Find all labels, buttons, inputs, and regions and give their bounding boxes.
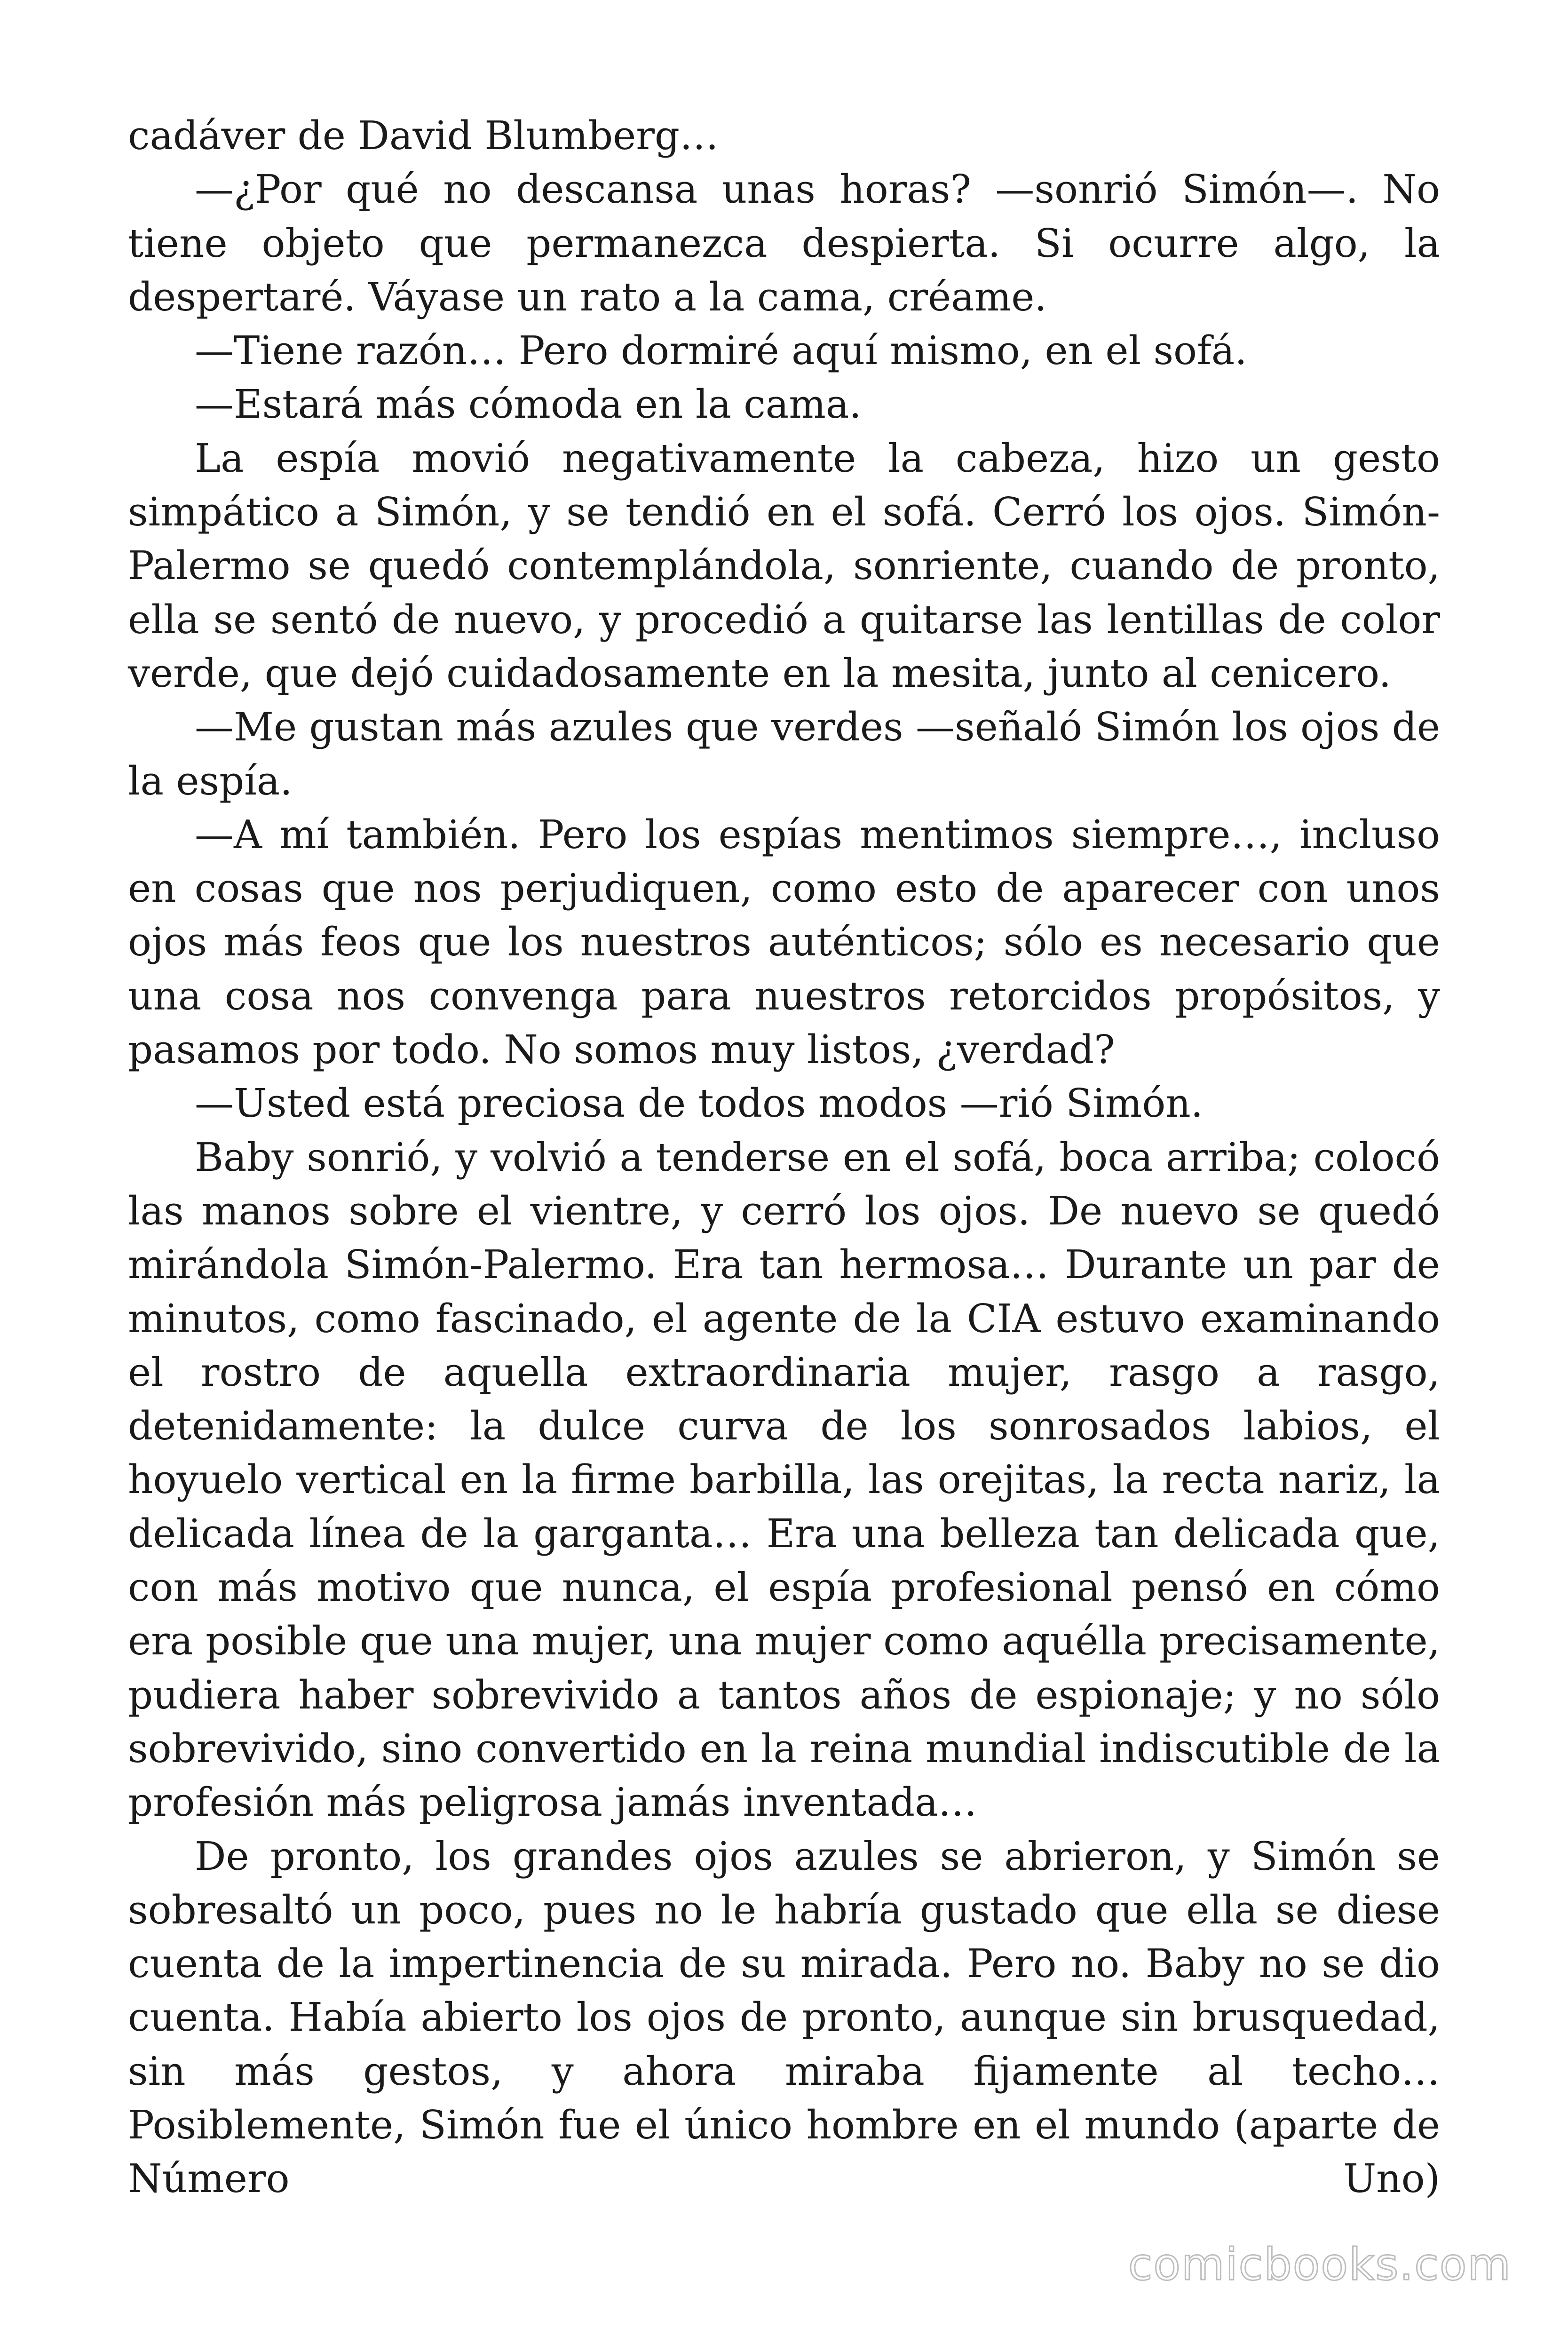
watermark-logo: comicbooks.com	[1128, 2239, 1512, 2290]
paragraph-7: —A mí también. Pero los espías mentimos siempre…, incluso en cosas que nos perjudiquen, como esto de aparecer con unos ojos más feos que los nuestros auténticos; sólo es necesario que una cosa nos convenga para nuestros retorcidos propósitos, y pasamos por todo. No somos muy listos, ¿verdad?	[128, 811, 1440, 1073]
paragraph-8: —Usted está preciosa de todos modos —rió Simón.	[195, 1081, 1204, 1127]
body-text	[128, 109, 1440, 2206]
paragraph-1: cadáver de David Blumberg…	[128, 113, 719, 159]
paragraph-4: —Estará más cómoda en la cama.	[195, 381, 862, 428]
paragraph-6: —Me gustan más azules que verdes —señaló Simón los ojos de la espía.	[128, 704, 1440, 804]
paragraph-2: —¿Por qué no descansa unas horas? —sonrió Simón—. No tiene objeto que permanezca despierta. Si ocurre algo, la despertaré. Váyase un rato a la cama, créame.	[128, 167, 1440, 320]
paragraph-5: La espía movió negativamente la cabeza, hizo un gesto simpático a Simón, y se tendió en el sofá. Cerró los ojos. Simón-Palermo se quedó contemplándola, sonriente, cuando de pronto, ella se sentó de nuevo, y procedió a quitarse las lentillas de color verde, que dejó cuidadosamente en la mesita, junto al cenicero.	[128, 435, 1440, 696]
paragraph-3: —Tiene razón… Pero dormiré aquí mismo, en el sofá.	[195, 328, 1247, 374]
paragraph-10: De pronto, los grandes ojos azules se abrieron, y Simón se sobresaltó un poco, pues no le habría gustado que ella se diese cuenta de la impertinencia de su mirada. Pero no. Baby no se dio cuenta. Había abierto los ojos de pronto, aunque sin brusquedad, sin más gestos, y ahora miraba fijamente al techo… Posiblemente, Simón fue el único hombre en el mundo (aparte de Número Uno)	[128, 1833, 1440, 2202]
paragraph-9: Baby sonrió, y volvió a tenderse en el sofá, boca arriba; colocó las manos sobre el vientre, y cerró los ojos. De nuevo se quedó mirándola Simón-Palermo. Era tan hermosa… Durante un par de minutos, como fascinado, el agente de la CIA estuvo examinando el rostro de aquella extraordinaria mujer, rasgo a rasgo, detenidamente: la dulce curva de los sonrosados labios, el hoyuelo vertical en la firme barbilla, las orejitas, la recta nariz, la delicada línea de la garganta… Era una belleza tan delicada que, con más motivo que nunca, el espía profesional pensó en cómo era posible que una mujer, una mujer como aquélla precisamente, pudiera haber sobrevivido a tantos años de espionaje; y no sólo sobrevivido, sino convertido en la reina mundial indiscutible de la profesión más peligrosa jamás inventada…	[128, 1134, 1440, 1826]
